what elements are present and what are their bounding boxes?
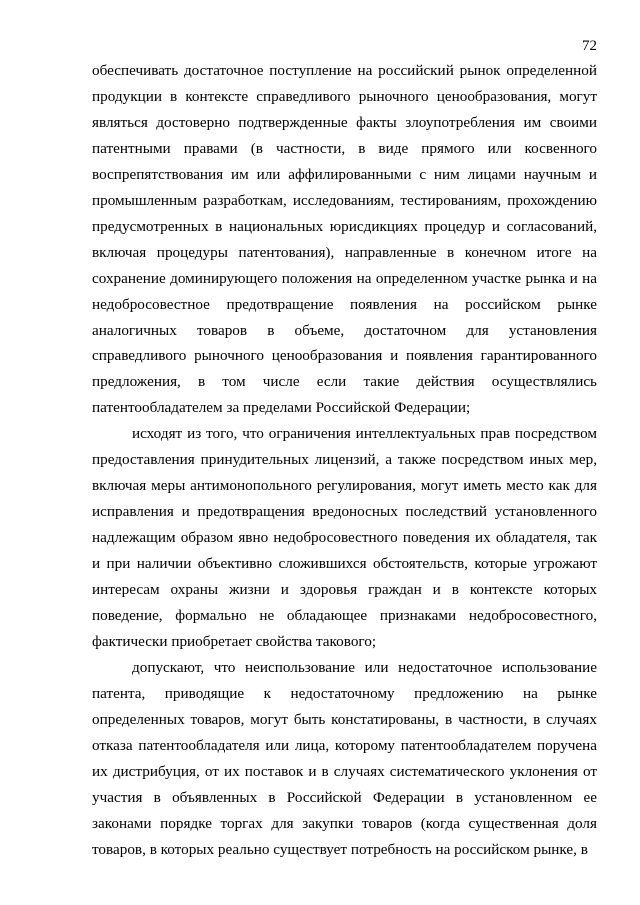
document-body — [92, 58, 597, 863]
paragraph-non-use: допускают, что неиспользование или недостаточное использование патента, приводящие к недостаточному предложению на рынке определенных товаров, могут быть констатированы, в частности, в случаях отказа патентообладателя или лица, которому патентообладателем поручена их дистрибуция, от их поставок и в случаях систематического уклонения от участия в объявленных в Российской Федерации в установленном ее законами порядке торгах для закупки товаров (когда существенная доля товаров, в которых реально существует потребность на российском рынке, в — [92, 658, 597, 858]
page-number: 72 — [582, 38, 597, 54]
paragraph-restrictions: исходят из того, что ограничения интеллектуальных прав посредством предоставления принудительных лицензий, а также посредством иных мер, включая меры антимонопольного регулирования, могут иметь место как для исправления и предотвращения вредоносных последствий установленного надлежащим образом явно недобросовестного поведения их обладателя, так и при наличии объективно сложившихся обстоятельств, которые угрожают интересам охраны жизни и здоровья граждан и в контексте которых поведение, формально не обладающее признаками недобросовестного, фактически приобретает свойства такового; — [92, 425, 597, 650]
paragraph-continuation: обеспечивать достаточное поступление на российский рынок определенной продукции в контексте справедливого рыночного ценообразования, могут являться достоверно подтвержденные факты злоупотребления им своими патентными правами (в частности, в виде прямого или косвенного воспрепятствования им или аффилированными с ним лицами научным и промышленным разработкам, исследованиям, тестированиям, прохождению предусмотренных в национальных юрисдикциях процедур и согласований, включая процедуры патентования), направленные в конечном итоге на сохранение доминирующего положения на определенном участке рынка и на недобросовестное предотвращение появления на российском рынке аналогичных товаров в объеме, достаточном для установления справедливого рыночного ценообразования и появления гарантированного предложения, в том числе если такие действия осуществлялись патентообладателем за пределами Российской Федерации; — [92, 62, 597, 417]
